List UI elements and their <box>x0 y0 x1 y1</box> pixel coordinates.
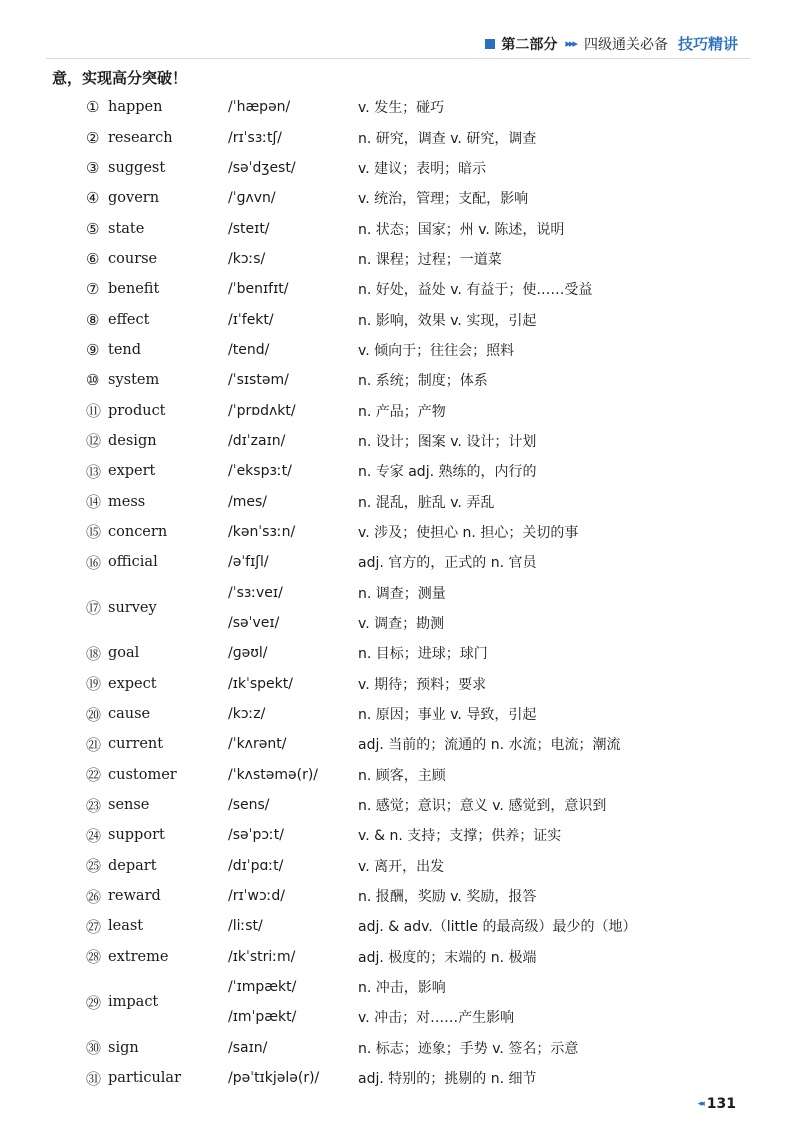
vocab-number: ⑦ <box>86 280 100 299</box>
vocab-phonetic-cell <box>228 213 358 243</box>
vocab-word: expect <box>108 675 157 692</box>
vocab-word-cell <box>86 220 228 238</box>
vocab-row <box>86 92 706 122</box>
vocab-row <box>86 547 706 577</box>
vocab-meaning: n. 报酬，奖励 v. 奖励，报答 <box>358 889 537 906</box>
vocab-meaning: n. 标志；迹象；手势 v. 签名；示意 <box>358 1040 579 1057</box>
vocab-word: sign <box>108 1039 139 1056</box>
vocab-row <box>86 911 706 941</box>
vocab-row <box>86 486 706 516</box>
vocab-word: course <box>108 250 158 267</box>
vocab-word: goal <box>108 645 140 662</box>
vocab-phonetic-cell <box>228 304 358 334</box>
vocab-row <box>86 790 706 820</box>
vocab-phonetic-cell <box>228 790 358 820</box>
vocab-meaning: adj. 当前的；流通的 n. 水流；电流；潮流 <box>358 737 621 754</box>
vocab-meaning-cell <box>358 517 706 547</box>
vocab-word: tend <box>108 341 142 358</box>
vocab-word-cell <box>86 311 228 329</box>
vocab-phonetic-cell <box>228 578 358 639</box>
vocab-meaning: v. 统治，管理；支配，影响 <box>358 191 529 208</box>
vocab-phonetic-cell <box>228 153 358 183</box>
vocab-word-cell <box>86 992 228 1013</box>
vocab-word-cell <box>86 643 228 664</box>
vocab-phonetic: /ˈsɜːveɪ/ <box>228 584 283 601</box>
vocab-row <box>86 851 706 881</box>
vocab-word: benefit <box>108 281 160 298</box>
vocab-number: ⑯ <box>86 553 102 572</box>
vocab-row <box>86 760 706 790</box>
vocab-meaning: n. 状态；国家；州 v. 陈述，说明 <box>358 221 565 238</box>
vocab-number: ㉑ <box>86 735 102 754</box>
vocab-number: ⑧ <box>86 310 100 329</box>
vocab-meaning: adj. & adv.（little 的最高级）最少的（地） <box>358 919 637 936</box>
vocab-phonetic-cell <box>228 547 358 577</box>
vocab-meaning: n. 研究，调查 v. 研究，调查 <box>358 130 537 147</box>
header-subtitle: 四级通关必备 <box>583 36 668 53</box>
vocab-meaning-cell <box>358 851 706 881</box>
vocab-meaning-cell <box>358 790 706 820</box>
vocab-phonetic-cell <box>228 426 358 456</box>
vocab-word-cell <box>86 855 228 876</box>
vocab-word-cell <box>86 764 228 785</box>
vocab-meaning: v. 期待；预料；要求 <box>358 676 487 693</box>
vocab-row <box>86 213 706 243</box>
vocab-phonetic: /ˈhæpən/ <box>228 99 291 116</box>
vocab-phonetic: /kɔːz/ <box>228 706 266 723</box>
vocab-word: effect <box>108 311 150 328</box>
vocab-row <box>86 881 706 911</box>
vocab-word-cell <box>86 400 228 421</box>
vocab-meaning: n. 混乱，脏乱 v. 弄乱 <box>358 494 495 511</box>
vocab-word-cell <box>86 795 228 816</box>
vocab-number: ⑲ <box>86 675 102 694</box>
vocab-word-cell <box>86 430 228 451</box>
vocab-meaning: n. 顾客，主顾 <box>358 767 446 784</box>
vocab-word: sense <box>108 797 150 814</box>
vocab-phonetic-cell <box>228 92 358 122</box>
vocab-row <box>86 638 706 668</box>
vocab-word: current <box>108 736 164 753</box>
vocab-number: ⑤ <box>86 219 100 238</box>
vocab-phonetic: /rɪˈwɔːd/ <box>228 888 285 905</box>
vocab-meaning: n. 原因；事业 v. 导致，引起 <box>358 707 537 724</box>
vocab-row <box>86 365 706 395</box>
vocab-meaning: n. 好处，益处 v. 有益于；使……受益 <box>358 282 593 299</box>
vocab-meaning: v. 冲击；对……产生影响 <box>358 1010 515 1027</box>
vocab-phonetic-cell <box>228 911 358 941</box>
vocab-word: product <box>108 402 166 419</box>
vocab-phonetic: /ˈkʌrənt/ <box>228 736 287 753</box>
vocab-meaning: n. 课程；过程；一道菜 <box>358 251 502 268</box>
vocab-meaning: n. 感觉；意识；意义 v. 感觉到，意识到 <box>358 798 607 815</box>
vocab-meaning-cell <box>358 153 706 183</box>
vocab-row <box>86 395 706 425</box>
vocab-phonetic: /ˈkʌstəmə(r)/ <box>228 766 319 783</box>
vocab-word: impact <box>108 994 159 1011</box>
vocab-meaning: n. 专家 adj. 熟练的，内行的 <box>358 464 537 481</box>
page-header <box>485 33 738 54</box>
vocab-meaning: n. 系统；制度；体系 <box>358 373 488 390</box>
vocab-meaning-cell <box>358 942 706 972</box>
vocab-meaning-cell <box>358 578 706 639</box>
vocab-word-cell <box>86 129 228 147</box>
vocab-meaning: v. 调查；勘测 <box>358 616 445 633</box>
vocab-meaning: adj. 官方的，正式的 n. 官员 <box>358 555 537 572</box>
vocab-word-cell <box>86 916 228 937</box>
vocab-number: ⑬ <box>86 462 102 481</box>
vocab-phonetic-cell <box>228 638 358 668</box>
vocab-meaning: v. 离开，出发 <box>358 858 445 875</box>
vocab-row <box>86 335 706 365</box>
vocab-row <box>86 274 706 304</box>
vocab-number: ㉚ <box>86 1039 102 1058</box>
vocab-number: ⑳ <box>86 705 102 724</box>
vocab-meaning: n. 冲击，影响 <box>358 980 446 997</box>
vocab-row <box>86 1033 706 1063</box>
vocab-phonetic-cell <box>228 365 358 395</box>
vocab-phonetic: /əˈfɪʃl/ <box>228 554 269 571</box>
vocab-meaning-cell <box>358 122 706 152</box>
vocab-row <box>86 699 706 729</box>
vocab-row <box>86 1063 706 1093</box>
vocab-row <box>86 183 706 213</box>
vocab-meaning-cell <box>358 669 706 699</box>
vocab-meaning-cell <box>358 244 706 274</box>
vocab-meaning: v. & n. 支持；支撑；供养；证实 <box>358 828 562 845</box>
vocab-phonetic-cell <box>228 972 358 1033</box>
vocab-phonetic: /dɪˈpɑːt/ <box>228 857 284 874</box>
vocab-word: suggest <box>108 159 166 176</box>
vocab-row <box>86 517 706 547</box>
vocab-meaning-cell <box>358 972 706 1033</box>
vocab-meaning: adj. 特别的；挑剔的 n. 细节 <box>358 1071 537 1088</box>
square-icon <box>485 39 495 49</box>
vocab-meaning-cell <box>358 304 706 334</box>
vocab-word: expert <box>108 463 156 480</box>
vocab-word-cell <box>86 946 228 967</box>
vocab-meaning: n. 目标；进球；球门 <box>358 646 488 663</box>
vocab-phonetic: /ˈekspɜːt/ <box>228 463 292 480</box>
vocab-row <box>86 456 706 486</box>
vocab-phonetic-cell <box>228 274 358 304</box>
vocab-meaning-cell <box>358 820 706 850</box>
vocab-meaning: n. 设计；图案 v. 设计；计划 <box>358 433 537 450</box>
vocab-meaning-cell <box>358 213 706 243</box>
vocab-phonetic: /ˈbenɪfɪt/ <box>228 281 289 298</box>
vocab-number: ㉔ <box>86 826 102 845</box>
vocab-word: research <box>108 129 173 146</box>
vocab-word: cause <box>108 706 151 723</box>
vocab-number: ⑪ <box>86 402 102 421</box>
vocab-phonetic-cell <box>228 942 358 972</box>
vocab-meaning-cell <box>358 183 706 213</box>
vocab-word: mess <box>108 493 146 510</box>
vocab-phonetic-cell <box>228 669 358 699</box>
header-divider <box>46 58 750 59</box>
vocab-row <box>86 820 706 850</box>
vocab-word-cell <box>86 280 228 298</box>
vocab-word-cell <box>86 521 228 542</box>
vocab-meaning: v. 涉及；使担心 n. 担心；关切的事 <box>358 524 579 541</box>
vocab-word: govern <box>108 190 160 207</box>
vocab-row <box>86 729 706 759</box>
vocab-phonetic: /tend/ <box>228 341 270 358</box>
vocab-word-cell <box>86 1068 228 1089</box>
vocab-phonetic: /steɪt/ <box>228 220 270 237</box>
vocab-number: ⑫ <box>86 432 102 451</box>
vocab-phonetic: /ɪmˈpækt/ <box>228 1009 297 1026</box>
vocab-meaning-cell <box>358 1063 706 1093</box>
vocab-number: ㉗ <box>86 917 102 936</box>
vocab-meaning-cell <box>358 92 706 122</box>
vocab-word: depart <box>108 857 157 874</box>
vocab-row <box>86 153 706 183</box>
vocab-word-cell <box>86 250 228 268</box>
page-number: 131 <box>706 1096 736 1112</box>
vocab-word: official <box>108 554 158 571</box>
vocab-row <box>86 578 706 639</box>
vocab-number: ③ <box>86 158 100 177</box>
vocab-meaning: v. 发生；碰巧 <box>358 100 445 117</box>
vocab-phonetic-cell <box>228 1063 358 1093</box>
vocab-word: particular <box>108 1070 181 1087</box>
vocab-meaning-cell <box>358 638 706 668</box>
header-part: 第二部分 <box>501 36 558 53</box>
vocab-number: ⑨ <box>86 340 100 359</box>
vocab-meaning: n. 产品；产物 <box>358 403 446 420</box>
vocab-word-cell <box>86 371 228 389</box>
vocab-number: ㉖ <box>86 887 102 906</box>
vocab-meaning-cell <box>358 456 706 486</box>
triple-arrow-icon: ▸▸▸ <box>565 37 576 50</box>
vocab-number: ⑰ <box>86 599 102 618</box>
vocab-phonetic-cell <box>228 820 358 850</box>
vocab-meaning-cell <box>358 699 706 729</box>
vocab-number: ⑥ <box>86 249 100 268</box>
vocab-meaning-cell <box>358 1033 706 1063</box>
vocab-phonetic: /ˈsɪstəm/ <box>228 372 289 389</box>
vocab-row <box>86 426 706 456</box>
vocab-meaning: adj. 极度的；末端的 n. 极端 <box>358 949 537 966</box>
vocab-phonetic: /ɪkˈspekt/ <box>228 675 293 692</box>
vocab-row <box>86 942 706 972</box>
vocab-word-cell <box>86 1037 228 1058</box>
vocab-word-cell <box>86 461 228 482</box>
vocab-meaning-cell <box>358 729 706 759</box>
vocab-word-cell <box>86 734 228 755</box>
vocab-number: ② <box>86 128 100 147</box>
vocab-number: ④ <box>86 189 100 208</box>
vocab-phonetic: /ˈɪmpækt/ <box>228 979 297 996</box>
vocab-phonetic-cell <box>228 122 358 152</box>
vocab-word-cell <box>86 341 228 359</box>
vocab-phonetic-cell <box>228 456 358 486</box>
vocab-word: system <box>108 372 160 389</box>
vocab-phonetic: /ˈɡʌvn/ <box>228 190 276 207</box>
vocab-word-cell <box>86 552 228 573</box>
vocab-word-cell <box>86 491 228 512</box>
vocab-phonetic: /ɡəʊl/ <box>228 645 268 662</box>
vocab-phonetic: /kənˈsɜːn/ <box>228 523 296 540</box>
vocab-meaning: v. 建议；表明；暗示 <box>358 160 487 177</box>
vocab-phonetic: /saɪn/ <box>228 1039 268 1056</box>
vocab-phonetic: /mes/ <box>228 493 267 510</box>
vocab-phonetic: /liːst/ <box>228 918 263 935</box>
vocab-phonetic: /səˈdʒest/ <box>228 159 296 176</box>
vocab-phonetic-cell <box>228 729 358 759</box>
vocab-word-cell <box>86 886 228 907</box>
vocab-word: design <box>108 432 157 449</box>
vocab-meaning-cell <box>358 426 706 456</box>
vocab-number: ㉛ <box>86 1069 102 1088</box>
vocab-phonetic-cell <box>228 881 358 911</box>
vocab-meaning: n. 调查；测量 <box>358 585 446 602</box>
vocab-phonetic: /səˈpɔːt/ <box>228 827 284 844</box>
vocab-phonetic-cell <box>228 486 358 516</box>
vocab-phonetic: /kɔːs/ <box>228 250 266 267</box>
vocab-word-cell <box>86 825 228 846</box>
vocab-phonetic-cell <box>228 1033 358 1063</box>
vocab-word: support <box>108 827 165 844</box>
vocab-meaning-cell <box>358 911 706 941</box>
double-arrow-icon: ◂◂ <box>697 1099 703 1109</box>
vocab-meaning-cell <box>358 395 706 425</box>
vocab-phonetic: /ˈprɒdʌkt/ <box>228 402 296 419</box>
vocab-number: ⑭ <box>86 493 102 512</box>
vocab-number: ① <box>86 98 100 117</box>
vocab-row <box>86 122 706 152</box>
vocab-number: ㉙ <box>86 993 102 1012</box>
vocab-phonetic-cell <box>228 183 358 213</box>
vocab-number: ⑮ <box>86 523 102 542</box>
vocab-phonetic-cell <box>228 851 358 881</box>
vocab-phonetic-cell <box>228 335 358 365</box>
vocab-phonetic-cell <box>228 244 358 274</box>
vocab-meaning-cell <box>358 274 706 304</box>
vocab-number: ㉘ <box>86 948 102 967</box>
vocab-meaning-cell <box>358 365 706 395</box>
vocab-row <box>86 304 706 334</box>
vocab-word: happen <box>108 99 163 116</box>
vocab-meaning-cell <box>358 335 706 365</box>
vocab-number: ㉕ <box>86 857 102 876</box>
vocab-word: least <box>108 918 144 935</box>
vocab-meaning-cell <box>358 547 706 577</box>
vocab-meaning-cell <box>358 881 706 911</box>
vocab-phonetic: /rɪˈsɜːtʃ/ <box>228 129 282 146</box>
vocab-word: state <box>108 220 145 237</box>
vocab-word: concern <box>108 523 168 540</box>
vocab-number: ㉒ <box>86 766 102 785</box>
vocab-phonetic-cell <box>228 760 358 790</box>
vocab-meaning: n. 影响，效果 v. 实现，引起 <box>358 312 537 329</box>
vocab-meaning-cell <box>358 486 706 516</box>
vocab-row <box>86 244 706 274</box>
vocab-row <box>86 669 706 699</box>
vocab-phonetic: /pəˈtɪkjələ(r)/ <box>228 1070 320 1087</box>
vocab-word: extreme <box>108 948 169 965</box>
vocabulary-list <box>86 92 706 1093</box>
vocab-number: ⑱ <box>86 644 102 663</box>
vocab-phonetic-cell <box>228 699 358 729</box>
vocab-word: reward <box>108 888 161 905</box>
vocab-phonetic-cell <box>228 517 358 547</box>
vocab-number: ㉓ <box>86 796 102 815</box>
vocab-word: customer <box>108 766 177 783</box>
vocab-word-cell <box>86 704 228 725</box>
vocab-word-cell <box>86 673 228 694</box>
vocab-phonetic: /səˈveɪ/ <box>228 615 280 632</box>
vocab-word-cell <box>86 189 228 207</box>
vocab-word: survey <box>108 599 157 616</box>
vocab-word-cell <box>86 98 228 116</box>
page-footer <box>698 1096 736 1112</box>
vocab-phonetic: /ɪkˈstriːm/ <box>228 948 296 965</box>
vocab-row <box>86 972 706 1033</box>
vocab-phonetic-cell <box>228 395 358 425</box>
vocab-meaning: v. 倾向于；往往会；照料 <box>358 342 515 359</box>
header-title: 技巧精讲 <box>677 35 738 53</box>
vocab-meaning-cell <box>358 760 706 790</box>
vocab-phonetic: /sens/ <box>228 797 270 814</box>
vocab-word-cell <box>86 597 228 618</box>
vocab-number: ⑩ <box>86 371 100 390</box>
vocab-phonetic: /dɪˈzaɪn/ <box>228 432 286 449</box>
intro-text: 意，实现高分突破！ <box>52 69 188 87</box>
vocab-word-cell <box>86 159 228 177</box>
vocab-phonetic: /ɪˈfekt/ <box>228 311 274 328</box>
